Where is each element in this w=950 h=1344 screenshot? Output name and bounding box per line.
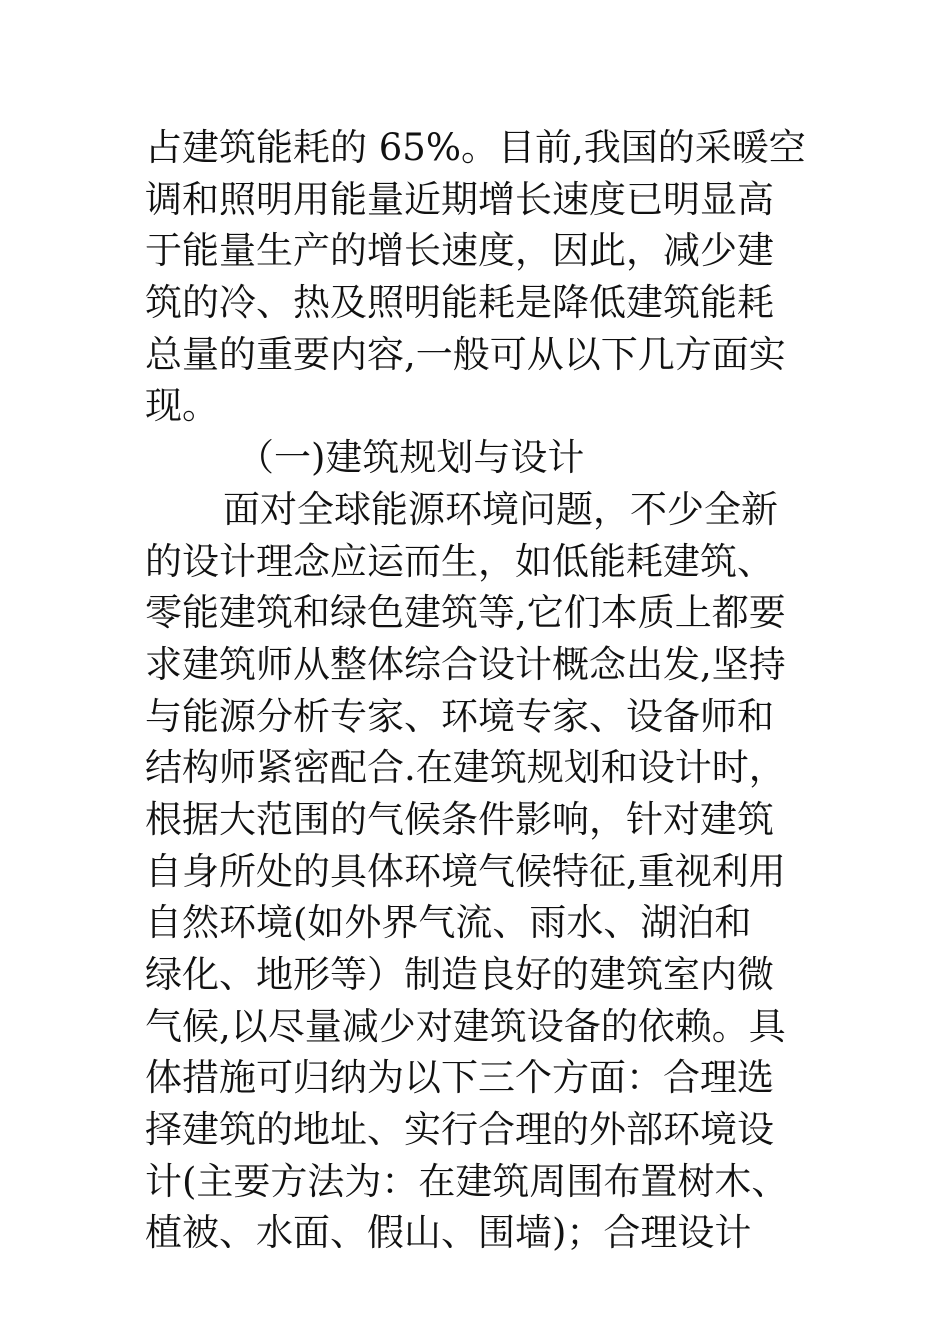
text-line: 自身所处的具体环境气候特征,重视利用: [145, 849, 786, 893]
text-line: 占建筑能耗的 65%。目前,我国的采暖空: [145, 126, 806, 169]
text-line: 体措施可归纳为以下三个方面：合理选: [145, 1056, 774, 1100]
paragraph-first-line: 面对全球能源环境问题，不少全新: [223, 487, 778, 531]
text-line: 结构师紧密配合.在建筑规划和设计时，: [145, 746, 786, 790]
text-line: 零能建筑和绿色建筑等,它们本质上都要: [145, 591, 786, 635]
text-line: 现。: [145, 384, 219, 428]
text-line: 与能源分析专家、环境专家、设备师和: [145, 694, 774, 738]
text-line: 筑的冷、热及照明能耗是降低建筑能耗: [145, 281, 774, 325]
text-line: 的设计理念应运而生，如低能耗建筑、: [145, 539, 774, 583]
text-line: 求建筑师从整体综合设计概念出发,坚持: [145, 642, 786, 686]
section-heading: （一)建筑规划与设计: [237, 436, 585, 480]
text-line: 于能量生产的增长速度，因此，减少建: [145, 229, 774, 273]
text-line: 计(主要方法为：在建筑周围布置树木、: [145, 1159, 789, 1203]
text-line: 自然环境(如外界气流、雨水、湖泊和: [145, 901, 752, 945]
text-line: 调和照明用能量近期增长速度已明显高: [145, 177, 774, 221]
text-line: 气候,以尽量减少对建筑设备的依赖。具: [145, 1004, 786, 1048]
text-line: 总量的重要内容,一般可从以下几方面实: [145, 332, 786, 376]
text-line: 择建筑的地址、实行合理的外部环境设: [145, 1108, 774, 1152]
text-line: 根据大范围的气候条件影响，针对建筑: [145, 797, 774, 841]
text-line: 绿化、地形等）制造良好的建筑室内微: [145, 953, 774, 996]
text-line: 植被、水面、假山、围墙)；合理设计: [145, 1211, 752, 1255]
document-text-body: [145, 122, 825, 1259]
